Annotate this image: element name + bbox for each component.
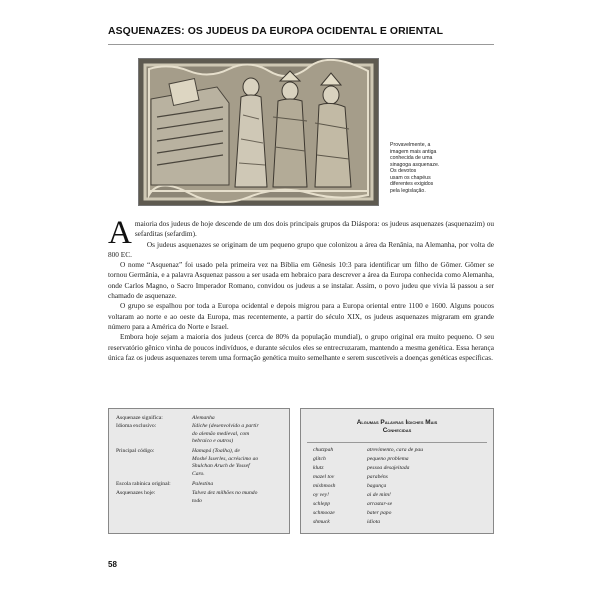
fact-value: Alemanha — [192, 415, 215, 421]
word-translation: parabéns — [367, 474, 388, 480]
word-translation: arrastar-se — [367, 501, 393, 507]
caption-line: Os devotos — [390, 168, 417, 174]
yiddish-title-divider — [307, 442, 487, 443]
caption-line: diferentes exigidos — [390, 181, 434, 187]
paragraph-4: O grupo se espalhou por toda a Europa ocidental e depois migrou para a Europa oriental entre 1100 e 1600. Alguns poucos voltaram ao norte e ao oeste da Europa, mas recentemente, a partir do século XIX, os judeus asquenazes migraram em grande número para a América do Norte e Israel. — [108, 301, 494, 331]
synagogue-illustration — [138, 58, 379, 206]
caption-line: sinagoga asquenaze. — [390, 161, 440, 168]
yiddish-word: mazel tov — [313, 474, 335, 480]
fact-label: Asquenaze significa: — [116, 415, 163, 421]
caption-line: pela legislação. — [390, 187, 426, 194]
page-number: 58 — [108, 560, 117, 569]
word-translation: atrevimento, cara de pau — [367, 447, 424, 453]
yiddish-words-sidebar — [300, 408, 494, 534]
caption-line: conhecida de uma — [390, 155, 433, 161]
fact-value: Palestina — [192, 481, 214, 487]
paragraph-3: O nome “Asquenaz” foi usado pela primeira vez na Bíblia em Gênesis 10:3 para identificar um filho de Gômer. Gômer se tornou Germânia, e a palavra Asquenaz passou a ser usada em hebraico para descrever a área da Europa conhecida como Alemanha, onde Carlos Magno, o Sacro Imperador Romano, convidou os judeus a se instalar. Assim, o povo judeu que vivia lá passou a ser chamado de asquenaze. — [108, 260, 494, 301]
caption-line: usam os chapéus — [390, 174, 431, 181]
yiddish-word: schlepp — [313, 501, 331, 507]
word-translation: ai de mim! — [367, 492, 391, 498]
caption-line: Provavelmente, a — [390, 142, 431, 148]
yiddish-word: glitch — [313, 456, 326, 462]
word-translation: idiota — [367, 519, 381, 525]
yiddish-word: mishmosh — [313, 483, 336, 489]
fact-value: Talvez dez milhões no mundo todo — [192, 490, 258, 504]
yiddish-word: chutzpah — [313, 447, 334, 453]
illustration-caption — [390, 142, 490, 194]
fact-label: Principal código: — [116, 448, 155, 454]
page-header-title: ASQUENAZES: OS JUDEUS DA EUROPA OCIDENTAL E ORIENTAL — [108, 26, 444, 37]
yiddish-word: shmuck — [313, 519, 330, 525]
article-body — [108, 215, 494, 363]
yiddish-word: oy vey! — [313, 492, 329, 498]
fact-label: Asquenazes hoje: — [116, 490, 156, 496]
word-translation: bagunça — [367, 483, 387, 489]
paragraph-5: Embora hoje sejam a maioria dos judeus (cerca de 80% da população mundial), o grupo original era muito pequeno. O seu reservatório gênico vinha de poucos indivíduos, e durante séculos eles se entrecruzaram, mantendo a mesma genética. Essa herança única faz os judeus asquenazes terem uma formação genética muito semelhante e serem suscetíveis a doenças genéticas específicas. — [108, 332, 494, 362]
header-divider — [108, 44, 494, 45]
facts-sidebar — [108, 408, 290, 534]
fact-value: Hamapá (Toalha), de Moshé Isserles, acréscimo ao Shulchan Aruch de Yossef Caro. — [192, 448, 259, 477]
fact-label: Idioma exclusivo: — [116, 423, 157, 429]
word-translation: bater papo — [367, 510, 392, 516]
paragraph-2: Os judeus asquenazes se originam de um pequeno grupo que colonizou a área da Renânia, na Alemanha, por volta de 800 EC. — [108, 239, 494, 259]
yiddish-word: klutz — [313, 465, 324, 471]
fact-value: Iídiche (desenvolvido a partir do alemão medieval, com hebraico e outros) — [192, 423, 259, 445]
yiddish-word: schmooze — [313, 510, 335, 516]
yiddish-words-title: Algumas Palavras Iídiches Mais Conhecidas — [356, 419, 438, 435]
drop-cap: A — [108, 215, 132, 251]
paragraph-1-text: maioria dos judeus de hoje descende de um dos dois principais grupos da Diáspora: os judeus asquenazes (asquenazim) ou sefarditas (sefardim). — [134, 219, 494, 239]
caption-line: imagem mais antiga — [390, 148, 437, 155]
fact-label: Escola rabínica original: — [116, 481, 171, 487]
word-translation: pequeno problema — [367, 456, 409, 462]
word-translation: pessoa desajeitada — [367, 465, 410, 471]
